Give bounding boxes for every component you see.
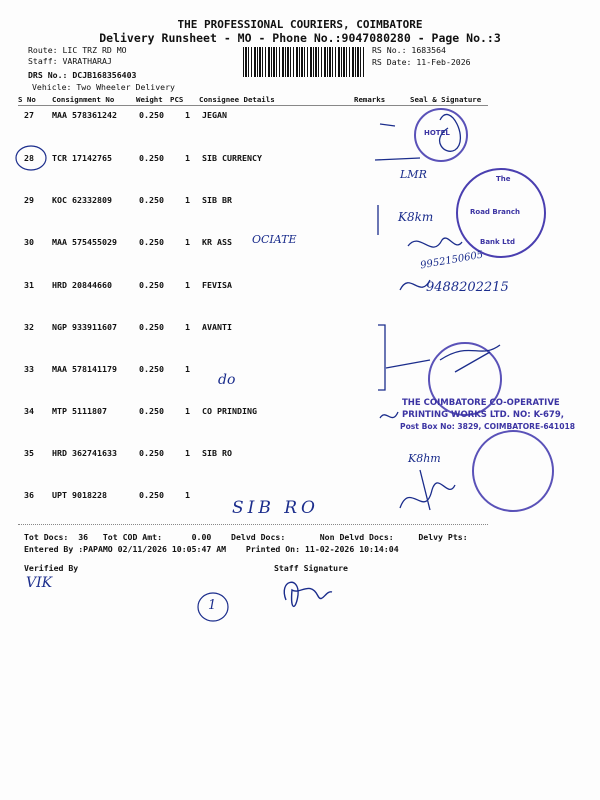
- row-weight: 0.250: [139, 153, 164, 163]
- row-consignee: SIB BR: [202, 195, 232, 205]
- row-pcs: 1: [185, 237, 190, 247]
- signature-row36: [400, 470, 455, 510]
- row-consignee: CO PRINDING: [202, 406, 257, 416]
- row-consignment: KOC 62332809: [52, 195, 112, 205]
- row-weight: 0.250: [139, 406, 164, 416]
- staff: Staff: VARATHARAJ: [28, 56, 112, 66]
- row-consignment: MTP 5111807: [52, 406, 107, 416]
- signature-row31: [400, 280, 430, 290]
- row-sno: 31: [24, 280, 34, 290]
- row-pcs: 1: [185, 448, 190, 458]
- row-pcs: 1: [185, 280, 190, 290]
- hotel-seal-text: HOTEL: [424, 129, 450, 137]
- row-consignment: MAA 575455029: [52, 237, 117, 247]
- row-pcs: 1: [185, 490, 190, 500]
- row-sno: 34: [24, 406, 34, 416]
- row-sno: 36: [24, 490, 34, 500]
- row-weight: 0.250: [139, 322, 164, 332]
- row-weight: 0.250: [139, 195, 164, 205]
- handwritten-lmr: LMR: [400, 168, 427, 181]
- row-consignment: HRD 362741633: [52, 448, 117, 458]
- row-weight: 0.250: [139, 364, 164, 374]
- row-weight: 0.250: [139, 280, 164, 290]
- col-remarks: Remarks: [354, 95, 386, 104]
- staff-signature-mark: [284, 582, 332, 606]
- row-sno: 29: [24, 195, 34, 205]
- col-weight: Weight: [136, 95, 163, 104]
- row-sno: 35: [24, 448, 34, 458]
- row-weight: 0.250: [139, 490, 164, 500]
- runsheet-title: Delivery Runsheet - MO - Phone No.:9047080280 - Page No.:3: [99, 31, 501, 45]
- handwritten-number-1: 9952150605: [419, 249, 485, 272]
- staff-signature-label: Staff Signature: [274, 563, 348, 573]
- col-sno: S No: [18, 95, 36, 104]
- entered-printed-line: Entered By :PAPAMO 02/11/2026 10:05:47 AM Printed On: 11-02-2026 10:14:04: [24, 544, 399, 554]
- vehicle: Vehicle: Two Wheeler Delivery: [32, 82, 175, 92]
- row-pcs: 1: [185, 364, 190, 374]
- row-consignee: KR ASS: [202, 237, 232, 247]
- row-sno: 33: [24, 364, 34, 374]
- row-pcs: 1: [185, 110, 190, 120]
- col-seal: Seal & Signature: [410, 95, 482, 104]
- row-pcs: 1: [185, 195, 190, 205]
- row-consignee: JEGAN: [202, 110, 227, 120]
- row-consignment: MAA 578361242: [52, 110, 117, 120]
- col-pcs: PCS: [170, 95, 184, 104]
- row-sno: 28: [24, 153, 34, 163]
- coop-stamp-line2: PRINTING WORKS LTD. NO: K-679,: [402, 410, 564, 420]
- remarks-strokes: [375, 124, 420, 235]
- handwritten-k8hm: K8hm: [408, 452, 441, 465]
- coop-stamp-line1: THE COIMBATORE CO-OPERATIVE: [402, 398, 560, 408]
- col-consignee: Consignee Details: [199, 95, 275, 104]
- handwritten-number-2: 9488202215: [426, 280, 509, 295]
- row28-circle-mark: [16, 146, 46, 170]
- row-consignee: SIB RO: [202, 448, 232, 458]
- row-consignee: AVANTI: [202, 322, 232, 332]
- signature-row33: [440, 345, 500, 372]
- footer-circle-mark: [198, 593, 228, 621]
- company-title: THE PROFESSIONAL COURIERS, COIMBATORE: [177, 18, 423, 31]
- signature-row30: [408, 238, 462, 247]
- handwritten-sib-ro: SIB RO: [232, 498, 319, 518]
- row-consignment: NGP 933911607: [52, 322, 117, 332]
- row-sno: 27: [24, 110, 34, 120]
- row-pcs: 1: [185, 153, 190, 163]
- row-consignment: MAA 578141179: [52, 364, 117, 374]
- row-consignment: HRD 20844660: [52, 280, 112, 290]
- bank-stamp-bottom-text: Bank Ltd: [480, 238, 515, 246]
- row-sno: 30: [24, 237, 34, 247]
- row-consignee: FEVISA: [202, 280, 232, 290]
- coop-stamp-line3: Post Box No: 3829, COIMBATORE-641018: [400, 422, 576, 431]
- route: Route: LIC TRZ RD MO: [28, 45, 127, 55]
- row-sno: 32: [24, 322, 34, 332]
- bank-stamp-top-text: The: [496, 175, 511, 183]
- row-consignment: UPT 9018228: [52, 490, 107, 500]
- drs-number: DRS No.: DCJB168356403: [28, 70, 137, 80]
- row-consignee: SIB CURRENCY: [202, 153, 262, 163]
- handwritten-one: 1: [208, 598, 217, 613]
- row-consignment: TCR 17142765: [52, 153, 112, 163]
- signature-row34: [380, 412, 398, 418]
- col-consignment: Consignment No: [52, 95, 115, 104]
- row-pcs: 1: [185, 322, 190, 332]
- row-weight: 0.250: [139, 448, 164, 458]
- rs-number: RS No.: 1683564: [372, 45, 446, 55]
- bank-stamp-mid-text: Road Branch: [470, 208, 520, 216]
- row-weight: 0.250: [139, 237, 164, 247]
- handwritten-do: do: [218, 372, 236, 388]
- totals-line: Tot Docs: 36 Tot COD Amt: 0.00 Delvd Docs: Non Delvd Docs: Delvy Pts:: [24, 532, 468, 542]
- signature-row27: [440, 114, 461, 151]
- verified-by-label: Verified By: [24, 563, 79, 573]
- rs-date: RS Date: 11-Feb-2026: [372, 57, 471, 67]
- handwritten-k8km: K8km: [398, 210, 434, 224]
- row-pcs: 1: [185, 406, 190, 416]
- row-weight: 0.250: [139, 110, 164, 120]
- handwritten-vik: VIK: [26, 575, 53, 591]
- bracket-mark: [378, 325, 430, 390]
- handwritten-ociate: OCIATE: [252, 233, 297, 246]
